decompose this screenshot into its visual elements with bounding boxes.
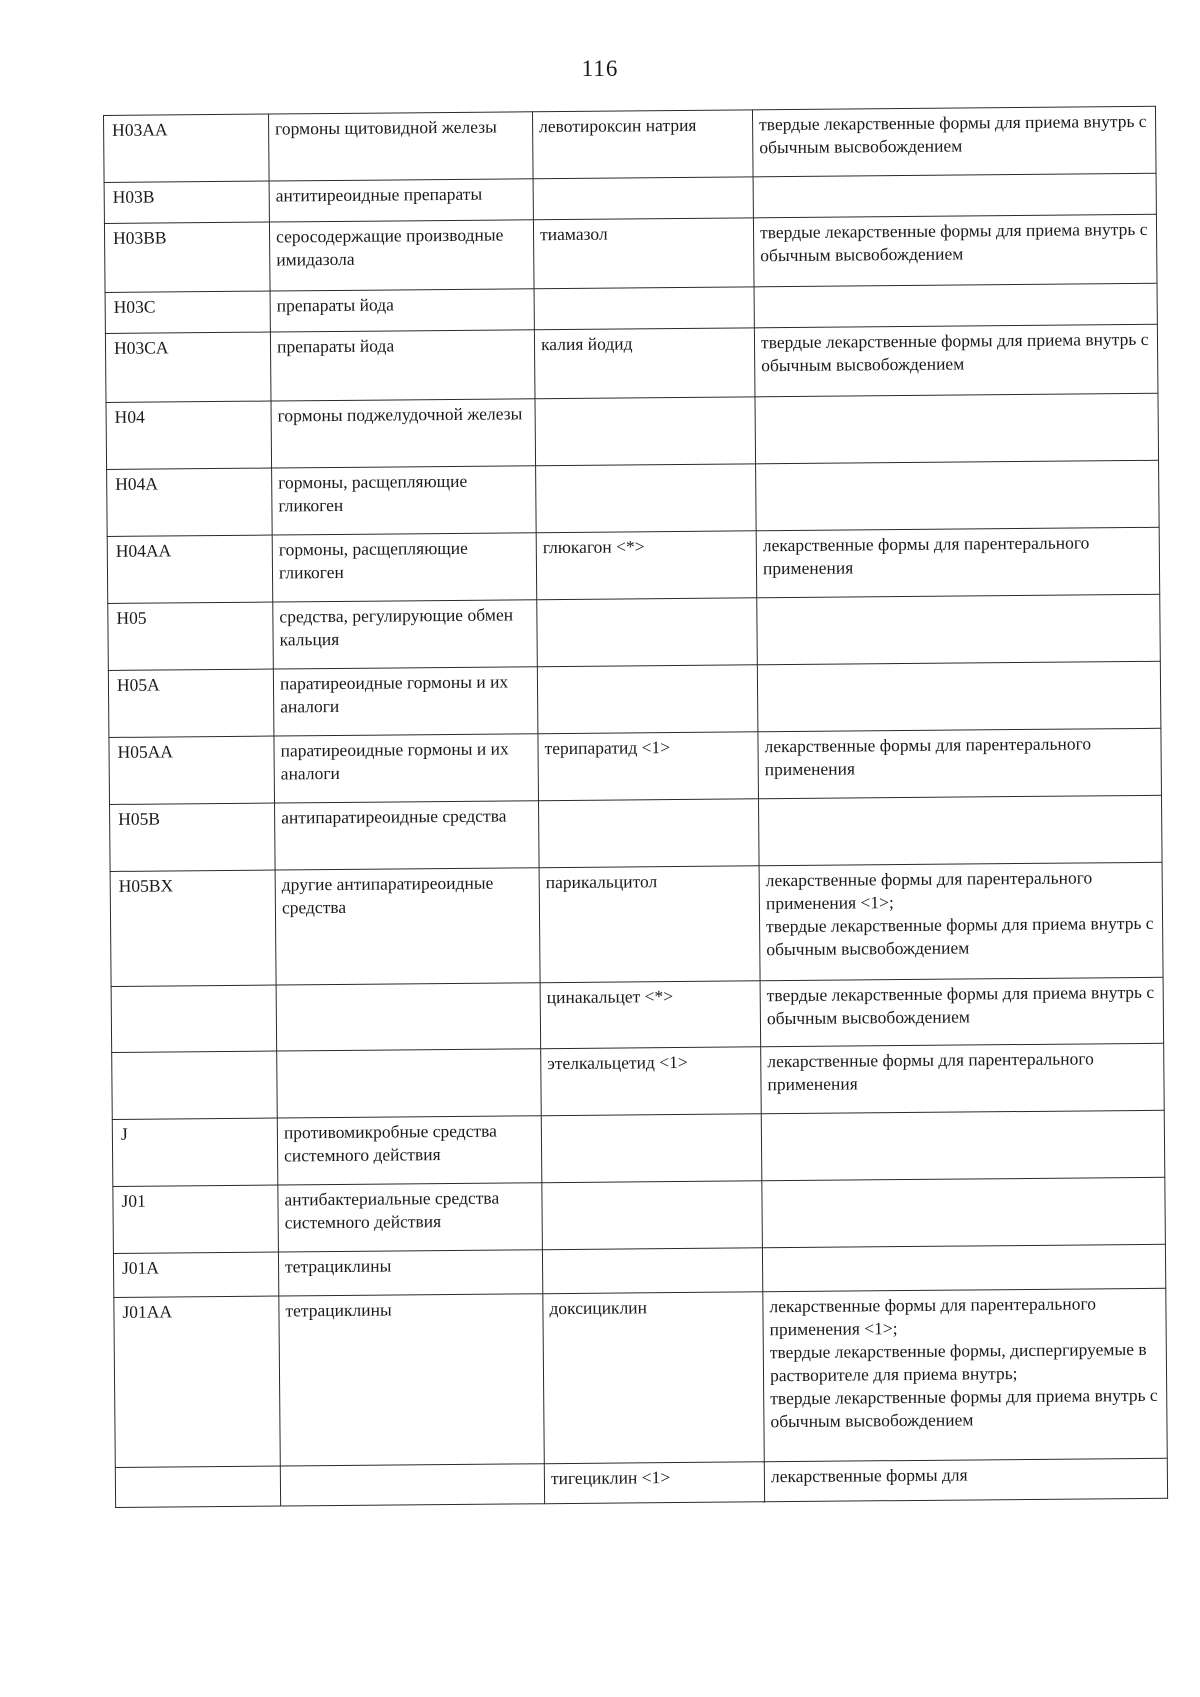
drug-name-cell xyxy=(541,1114,762,1183)
dosage-form-line: лекарственные формы для парентерального применения xyxy=(764,733,1092,780)
group-name-cell: противомикробные средства системного действия xyxy=(277,1116,542,1185)
page-number: 116 xyxy=(581,56,619,81)
atc-code-cell: H05AA xyxy=(109,736,275,804)
group-name-cell: тетрациклины xyxy=(279,1294,544,1466)
dosage-forms-cell xyxy=(757,594,1161,665)
group-name-cell: тетрациклины xyxy=(278,1250,542,1296)
table-row xyxy=(113,1177,1166,1253)
dosage-form-line: лекарственные формы для xyxy=(770,1464,968,1487)
atc-code-cell: J01A xyxy=(113,1252,278,1297)
atc-code-cell: H05A xyxy=(108,669,274,737)
table-row xyxy=(104,214,1157,292)
dosage-forms-cell xyxy=(761,1110,1165,1181)
atc-code-cell: H04AA xyxy=(107,535,273,603)
atc-code-cell: J01AA xyxy=(114,1296,280,1467)
drug-name-cell: этелкальцетид <1> xyxy=(541,1047,762,1116)
table-row xyxy=(106,393,1159,469)
table-row xyxy=(104,106,1157,182)
table-row xyxy=(112,1110,1165,1186)
table-row xyxy=(115,1458,1167,1507)
dosage-forms-cell xyxy=(754,324,1158,397)
dosage-forms-cell xyxy=(760,977,1164,1047)
dosage-forms-cell xyxy=(758,728,1162,799)
drug-name-cell: левотироксин натрия xyxy=(532,110,753,179)
atc-code-cell: H04A xyxy=(107,468,273,536)
group-name-cell: гормоны, расщепляющие гликоген xyxy=(272,533,537,602)
dosage-forms-cell xyxy=(756,527,1160,598)
dosage-form-line: лекарственные формы для парентерального применения <1>; xyxy=(765,867,1093,914)
dosage-forms-cell xyxy=(758,795,1162,866)
group-name-cell: антипаратиреоидные средства xyxy=(275,801,540,870)
atc-code-cell: H03BB xyxy=(104,222,270,292)
table-row xyxy=(114,1288,1167,1467)
atc-code-cell xyxy=(112,1051,278,1119)
table-body xyxy=(104,106,1168,1507)
table-row xyxy=(109,728,1162,804)
drug-name-cell: доксициклин xyxy=(543,1292,764,1464)
group-name-cell: гормоны поджелудочной железы xyxy=(271,399,536,468)
group-name-cell xyxy=(277,1049,542,1118)
atc-code-cell xyxy=(111,985,277,1052)
group-name-cell: другие антипаратиреоидные средства xyxy=(275,868,540,985)
drug-name-cell xyxy=(537,598,758,667)
drug-name-cell xyxy=(533,177,753,220)
group-name-cell: средства, регулирующие обмен кальция xyxy=(273,600,538,669)
group-name-cell: гормоны, расщепляющие гликоген xyxy=(272,466,537,535)
atc-code-cell: H03AA xyxy=(104,114,270,182)
table-row xyxy=(110,862,1163,986)
group-name-cell: паратиреоидные гормоны и их аналоги xyxy=(274,734,539,803)
table-row xyxy=(108,661,1161,737)
drug-name-cell xyxy=(537,665,758,734)
atc-code-cell: H05B xyxy=(110,803,276,871)
dosage-form-line: лекарственные формы для парентерального применения <1>; xyxy=(769,1293,1096,1340)
drug-name-cell xyxy=(539,799,760,868)
dosage-forms-cell xyxy=(761,1043,1165,1114)
table-row xyxy=(105,324,1158,402)
drug-name-cell xyxy=(542,1181,763,1250)
dosage-form-line: твердые лекарственные формы для приема внутрь с обычным высвобождением xyxy=(770,1384,1158,1432)
dosage-forms-cell xyxy=(759,862,1163,981)
dosage-form-line: лекарственные формы для парентерального применения xyxy=(762,532,1090,579)
drug-name-cell: калия йодид xyxy=(534,328,755,399)
atc-code-cell: J xyxy=(112,1118,278,1186)
group-name-cell: препараты йода xyxy=(270,289,534,332)
dosage-form-line: твердые лекарственные формы для приема внутрь с обычным высвобождением xyxy=(766,981,1155,1029)
dosage-form-line: твердые лекарственные формы для приема внутрь с обычным высвобождением xyxy=(759,218,1148,266)
atc-code-cell xyxy=(115,1466,280,1507)
drug-name-cell xyxy=(535,397,756,466)
atc-code-cell: H05BX xyxy=(110,870,276,986)
table-row xyxy=(108,594,1161,670)
group-name-cell xyxy=(280,1464,544,1506)
dosage-forms-cell xyxy=(756,460,1160,531)
drug-name-cell: глюкагон <*> xyxy=(536,531,757,600)
drug-name-cell: парикальцитол xyxy=(539,866,760,983)
dosage-forms-cell xyxy=(754,283,1157,328)
drug-name-cell: тиамазол xyxy=(533,218,754,289)
drug-classification-table xyxy=(103,106,1168,1508)
dosage-forms-cell xyxy=(763,1288,1167,1462)
group-name-cell: гормоны щитовидной железы xyxy=(268,112,533,181)
drug-name-cell: тигециклин <1> xyxy=(544,1462,764,1504)
dosage-forms-cell xyxy=(753,214,1157,287)
table-row xyxy=(107,527,1160,603)
dosage-form-line: твердые лекарственные формы для приема внутрь с обычным высвобождением xyxy=(759,110,1147,158)
atc-code-cell: H03CA xyxy=(105,332,271,402)
group-name-cell: паратиреоидные гормоны и их аналоги xyxy=(273,667,538,736)
dosage-form-line: лекарственные формы для парентерального применения xyxy=(767,1048,1094,1095)
table-row xyxy=(107,460,1160,536)
dosage-forms-cell xyxy=(762,1244,1165,1292)
dosage-forms-cell xyxy=(755,393,1159,464)
dosage-forms-cell xyxy=(762,1177,1166,1248)
group-name-cell: антибактериальные средства системного действия xyxy=(278,1183,543,1252)
table-row xyxy=(112,1043,1165,1119)
dosage-form-line: твердые лекарственные формы для приема внутрь с обычным высвобождением xyxy=(766,912,1154,960)
dosage-forms-cell xyxy=(757,661,1161,732)
dosage-forms-cell xyxy=(753,173,1156,218)
atc-code-cell: H03C xyxy=(105,291,270,333)
group-name-cell: антитиреоидные препараты xyxy=(269,179,533,222)
dosage-forms-cell xyxy=(764,1458,1167,1502)
table-row xyxy=(111,977,1164,1052)
atc-code-cell: H03B xyxy=(104,181,269,223)
group-name-cell xyxy=(276,983,541,1051)
atc-code-cell: J01 xyxy=(113,1185,279,1253)
drug-name-cell xyxy=(534,287,754,330)
table-row xyxy=(110,795,1163,871)
dosage-forms-cell xyxy=(752,106,1156,177)
drug-name-cell xyxy=(542,1248,762,1294)
drug-name-cell: терипаратид <1> xyxy=(538,732,759,801)
drug-name-cell: цинакальцет <*> xyxy=(540,981,761,1049)
atc-code-cell: H05 xyxy=(108,602,274,670)
group-name-cell: серосодержащие производные имидазола xyxy=(269,220,534,291)
dosage-form-line: твердые лекарственные формы, диспергируемые в растворителе для приема внутрь; xyxy=(769,1338,1147,1386)
dosage-form-line: твердые лекарственные формы для приема внутрь с обычным высвобождением xyxy=(760,328,1149,376)
drug-name-cell xyxy=(536,464,757,533)
atc-code-cell: H04 xyxy=(106,401,272,469)
group-name-cell: препараты йода xyxy=(270,330,535,401)
